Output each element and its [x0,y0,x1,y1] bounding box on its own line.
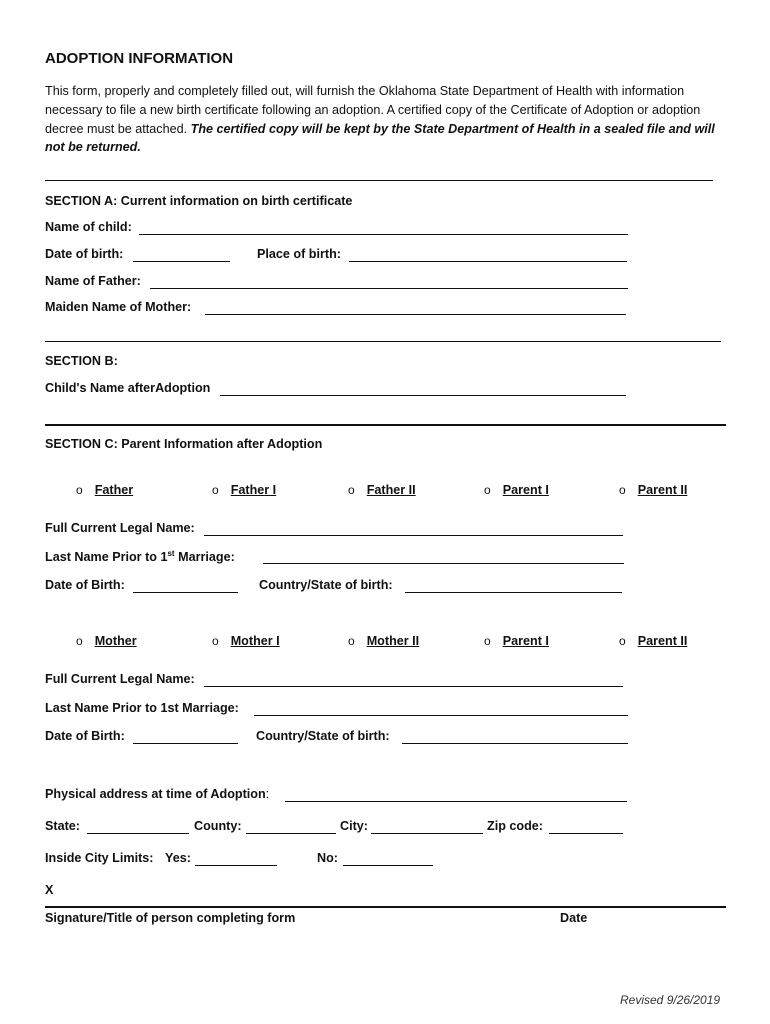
state-field[interactable] [87,833,189,834]
radio-circle-icon: o [348,634,355,648]
name-of-child-label: Name of child: [45,220,132,234]
radio-circle-icon: o [619,634,626,648]
signature-line[interactable] [45,906,726,908]
signature-x-mark: X [45,883,54,897]
name-of-father-field[interactable] [150,288,628,289]
option-mother[interactable]: o Mother [76,634,137,648]
dob-field-2[interactable] [133,743,238,744]
radio-circle-icon: o [212,483,219,497]
date-label: Date [560,911,588,925]
full-legal-name-field-2[interactable] [204,686,623,687]
last-name-prior-label: Last Name Prior to 1st Marriage: [45,549,235,565]
last-name-prior-field-2[interactable] [254,715,628,716]
state-label: State: [45,819,80,833]
childs-name-after-field[interactable] [220,395,626,396]
name-of-father-label: Name of Father: [45,274,141,288]
intro-emphasis: The certified copy will be kept by the State Department of Health in a sealed file and will not be returned. [45,121,715,155]
radio-circle-icon: o [76,483,83,497]
county-field[interactable] [246,833,336,834]
section-divider [45,424,726,426]
radio-circle-icon: o [484,634,491,648]
physical-address-label: Physical address at time of Adoption: [45,787,270,801]
radio-circle-icon: o [212,634,219,648]
full-legal-name-field[interactable] [204,535,623,536]
last-name-prior-field[interactable] [263,563,624,564]
option-father-ii[interactable]: o Father II [348,483,416,497]
no-field[interactable] [343,865,433,866]
section-c-heading: SECTION C: Parent Information after Adoption [45,437,323,451]
country-state-label-2: Country/State of birth: [256,729,390,743]
full-legal-name-label: Full Current Legal Name: [45,521,195,535]
dob-label: Date of Birth: [45,578,125,592]
dob-field[interactable] [133,592,238,593]
option-mother-i[interactable]: o Mother I [212,634,280,648]
place-of-birth-label: Place of birth: [257,247,341,261]
yes-field[interactable] [195,865,277,866]
childs-name-after-label: Child's Name afterAdoption [45,381,211,395]
inside-city-limits-label: Inside City Limits: [45,851,154,865]
radio-circle-icon: o [348,483,355,497]
radio-circle-icon: o [484,483,491,497]
country-state-label: Country/State of birth: [259,578,393,592]
physical-address-field[interactable] [285,801,627,802]
full-legal-name-label-2: Full Current Legal Name: [45,672,195,686]
country-state-field-2[interactable] [402,743,628,744]
form-title: ADOPTION INFORMATION [45,50,234,67]
zip-field[interactable] [549,833,623,834]
date-of-birth-label: Date of birth: [45,247,124,261]
city-field[interactable] [371,833,483,834]
yes-label: Yes: [165,851,191,865]
revised-date: Revised 9/26/2019 [620,993,721,1007]
no-label: No: [317,851,338,865]
name-of-child-field[interactable] [139,234,628,235]
city-label: City: [340,819,368,833]
intro-paragraph [45,82,735,157]
last-name-prior-label-2: Last Name Prior to 1st Marriage: [45,701,239,715]
section-a-heading: SECTION A: Current information on birth certificate [45,194,353,208]
divider-line [45,341,721,342]
option-parent-ii-2[interactable]: o Parent II [619,634,688,648]
dob-label-2: Date of Birth: [45,729,125,743]
intro-text: This form, properly and completely filled out, will furnish the Oklahoma State Department of Health with information necessary to file a new birth certificate following an adoption. A certified copy of the Certificate of Adoption or adoption decree must be attached. [45,84,701,136]
place-of-birth-field[interactable] [349,261,627,262]
signature-label: Signature/Title of person completing form [45,911,296,925]
maiden-name-of-mother-field[interactable] [205,314,626,315]
option-father[interactable]: o Father [76,483,134,497]
country-state-field[interactable] [405,592,622,593]
radio-circle-icon: o [76,634,83,648]
radio-circle-icon: o [619,483,626,497]
date-of-birth-field[interactable] [133,261,230,262]
county-label: County: [194,819,242,833]
option-parent-i-2[interactable]: o Parent I [484,634,549,648]
option-mother-ii[interactable]: o Mother II [348,634,420,648]
zip-label: Zip code: [487,819,543,833]
option-parent-i[interactable]: o Parent I [484,483,549,497]
option-father-i[interactable]: o Father I [212,483,277,497]
maiden-name-of-mother-label: Maiden Name of Mother: [45,300,192,314]
divider-line [45,180,713,181]
option-parent-ii[interactable]: o Parent II [619,483,688,497]
section-b-heading: SECTION B: [45,354,118,368]
